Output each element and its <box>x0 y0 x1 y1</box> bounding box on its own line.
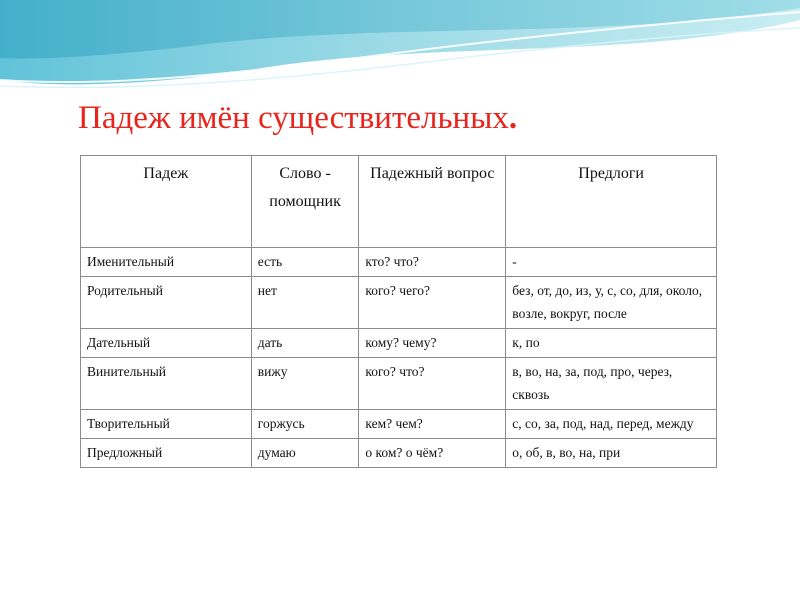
question-cell: кого? чего? <box>359 277 506 329</box>
case-cell: Родительный <box>81 277 252 329</box>
helper-word-cell: думаю <box>251 439 359 468</box>
header-question: Падежный вопрос <box>359 156 506 248</box>
table-header-row <box>81 156 717 248</box>
page-title: Падеж имён существительных. <box>78 100 518 136</box>
case-cell: Предложный <box>81 439 252 468</box>
table-row <box>81 248 717 277</box>
helper-word-cell: горжусь <box>251 410 359 439</box>
case-cell: Дательный <box>81 329 252 358</box>
helper-word-cell: есть <box>251 248 359 277</box>
question-cell: кого? что? <box>359 358 506 410</box>
header-case: Падеж <box>81 156 252 248</box>
prepositions-cell: с, со, за, под, над, перед, между <box>506 410 717 439</box>
header-wave-decoration <box>0 0 800 95</box>
table-row <box>81 410 717 439</box>
prepositions-cell: - <box>506 248 717 277</box>
helper-word-cell: вижу <box>251 358 359 410</box>
case-cell: Творительный <box>81 410 252 439</box>
helper-word-cell: дать <box>251 329 359 358</box>
prepositions-cell: в, во, на, за, под, про, через, сквозь <box>506 358 717 410</box>
helper-word-cell: нет <box>251 277 359 329</box>
question-cell: о ком? о чём? <box>359 439 506 468</box>
table-row <box>81 329 717 358</box>
table-row <box>81 439 717 468</box>
header-helper-word: Слово - помощник <box>251 156 359 248</box>
question-cell: кто? что? <box>359 248 506 277</box>
header-prepositions: Предлоги <box>506 156 717 248</box>
table-row <box>81 277 717 329</box>
case-cell: Именительный <box>81 248 252 277</box>
cases-table <box>80 155 717 468</box>
question-cell: кому? чему? <box>359 329 506 358</box>
table-row <box>81 358 717 410</box>
question-cell: кем? чем? <box>359 410 506 439</box>
prepositions-cell: без, от, до, из, у, с, со, для, около, возле, вокруг, после <box>506 277 717 329</box>
prepositions-cell: о, об, в, во, на, при <box>506 439 717 468</box>
prepositions-cell: к, по <box>506 329 717 358</box>
case-cell: Винительный <box>81 358 252 410</box>
